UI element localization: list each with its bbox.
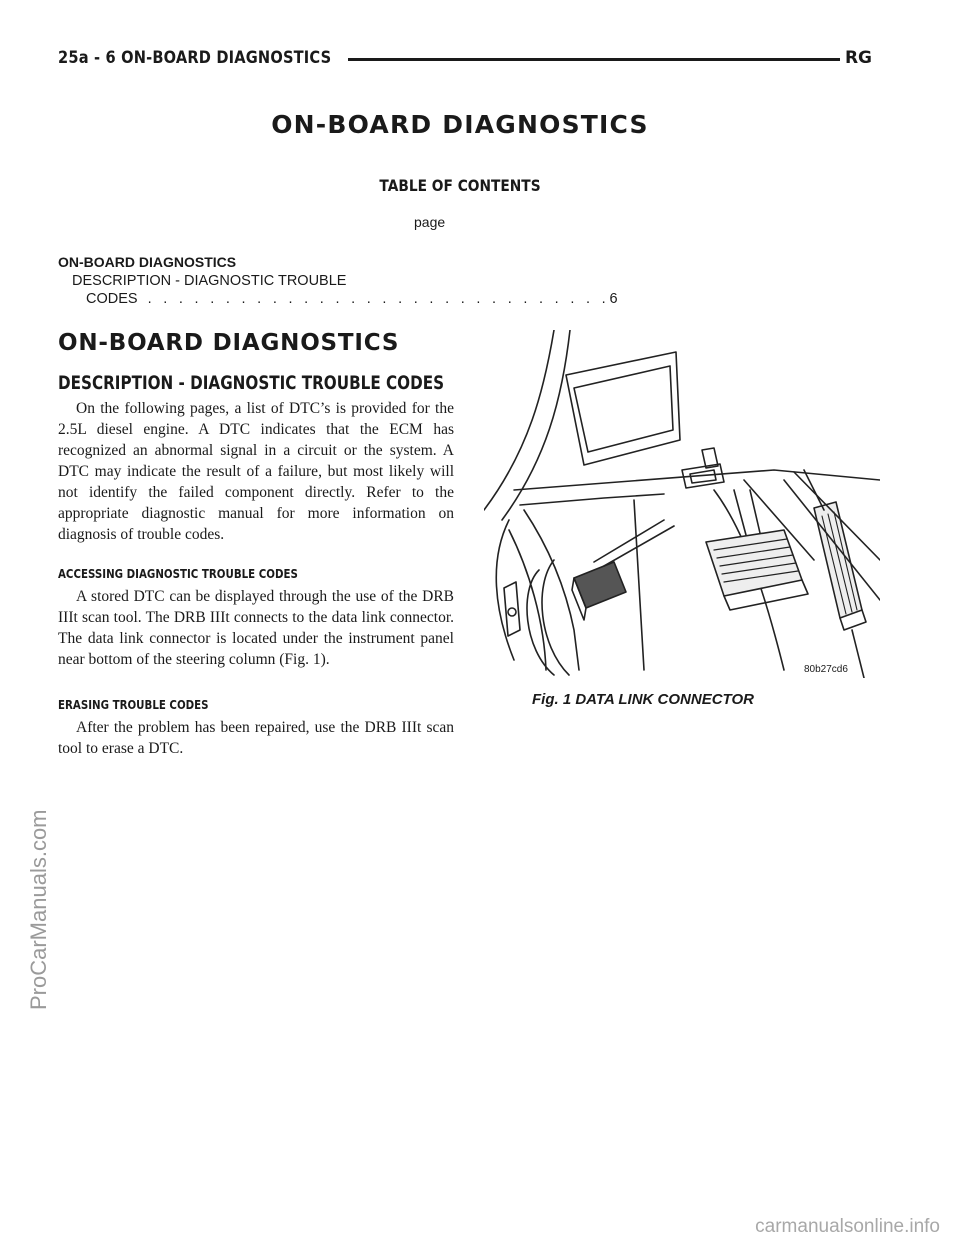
toc-page-label: page [414, 214, 446, 230]
page-header-right: RG [844, 48, 872, 68]
figure-caption: Fig. 1 DATA LINK CONNECTOR [532, 691, 754, 708]
section-title: ON-BOARD DIAGNOSTICS [58, 330, 400, 356]
header-rule [348, 58, 840, 61]
paragraph-erasing-codes: After the problem has been repaired, use the DRB IIIt scan tool to erase a DTC. [58, 719, 454, 757]
heading-erasing-codes: ERASING TROUBLE CODES [58, 697, 209, 712]
paragraph-accessing-codes: A stored DTC can be displayed through the use of the DRB IIIt scan tool. The DRB IIIt connects to the data link connector. The data link connector is located under the instrument panel near bottom of the steering column (Fig. 1). [58, 588, 454, 668]
toc-entry-level1[interactable]: ON-BOARD DIAGNOSTICS [58, 254, 237, 270]
figure-data-link-connector [484, 330, 880, 678]
toc-entry-text: CODES [86, 291, 138, 307]
toc-page-number: 6 [609, 291, 618, 307]
toc-title: TABLE OF CONTENTS [379, 176, 541, 195]
subsection-title: DESCRIPTION - DIAGNOSTIC TROUBLE CODES [58, 372, 445, 394]
page-title: ON-BOARD DIAGNOSTICS [271, 110, 649, 139]
toc-entry-level2[interactable]: DESCRIPTION - DIAGNOSTIC TROUBLE [72, 273, 347, 289]
dashboard-illustration [484, 330, 880, 678]
side-watermark-text: ProCarManuals.com [26, 809, 51, 1010]
toc-leader-dots: . . . . . . . . . . . . . . . . . . . . . . . . . . . . . . [147, 291, 610, 307]
toc-entry-level3[interactable] [86, 291, 618, 307]
figure-code: 80b27cd6 [804, 664, 848, 675]
page-header-left: 25a - 6 ON-BOARD DIAGNOSTICS [58, 48, 332, 68]
heading-accessing-codes: ACCESSING DIAGNOSTIC TROUBLE CODES [58, 566, 298, 581]
paragraph-description: On the following pages, a list of DTC’s is provided for the 2.5L diesel engine. A DTC indicates that the ECM has recognized an abnormal signal in a circuit or the system. A DTC may indicate the result of a failure, but most likely will not identify the failed component directly. Refer to the appropriate diagnostic manual for more information on diagnosis of trouble codes. [58, 400, 454, 543]
bottom-watermark[interactable]: carmanualsonline.info [755, 1216, 940, 1237]
